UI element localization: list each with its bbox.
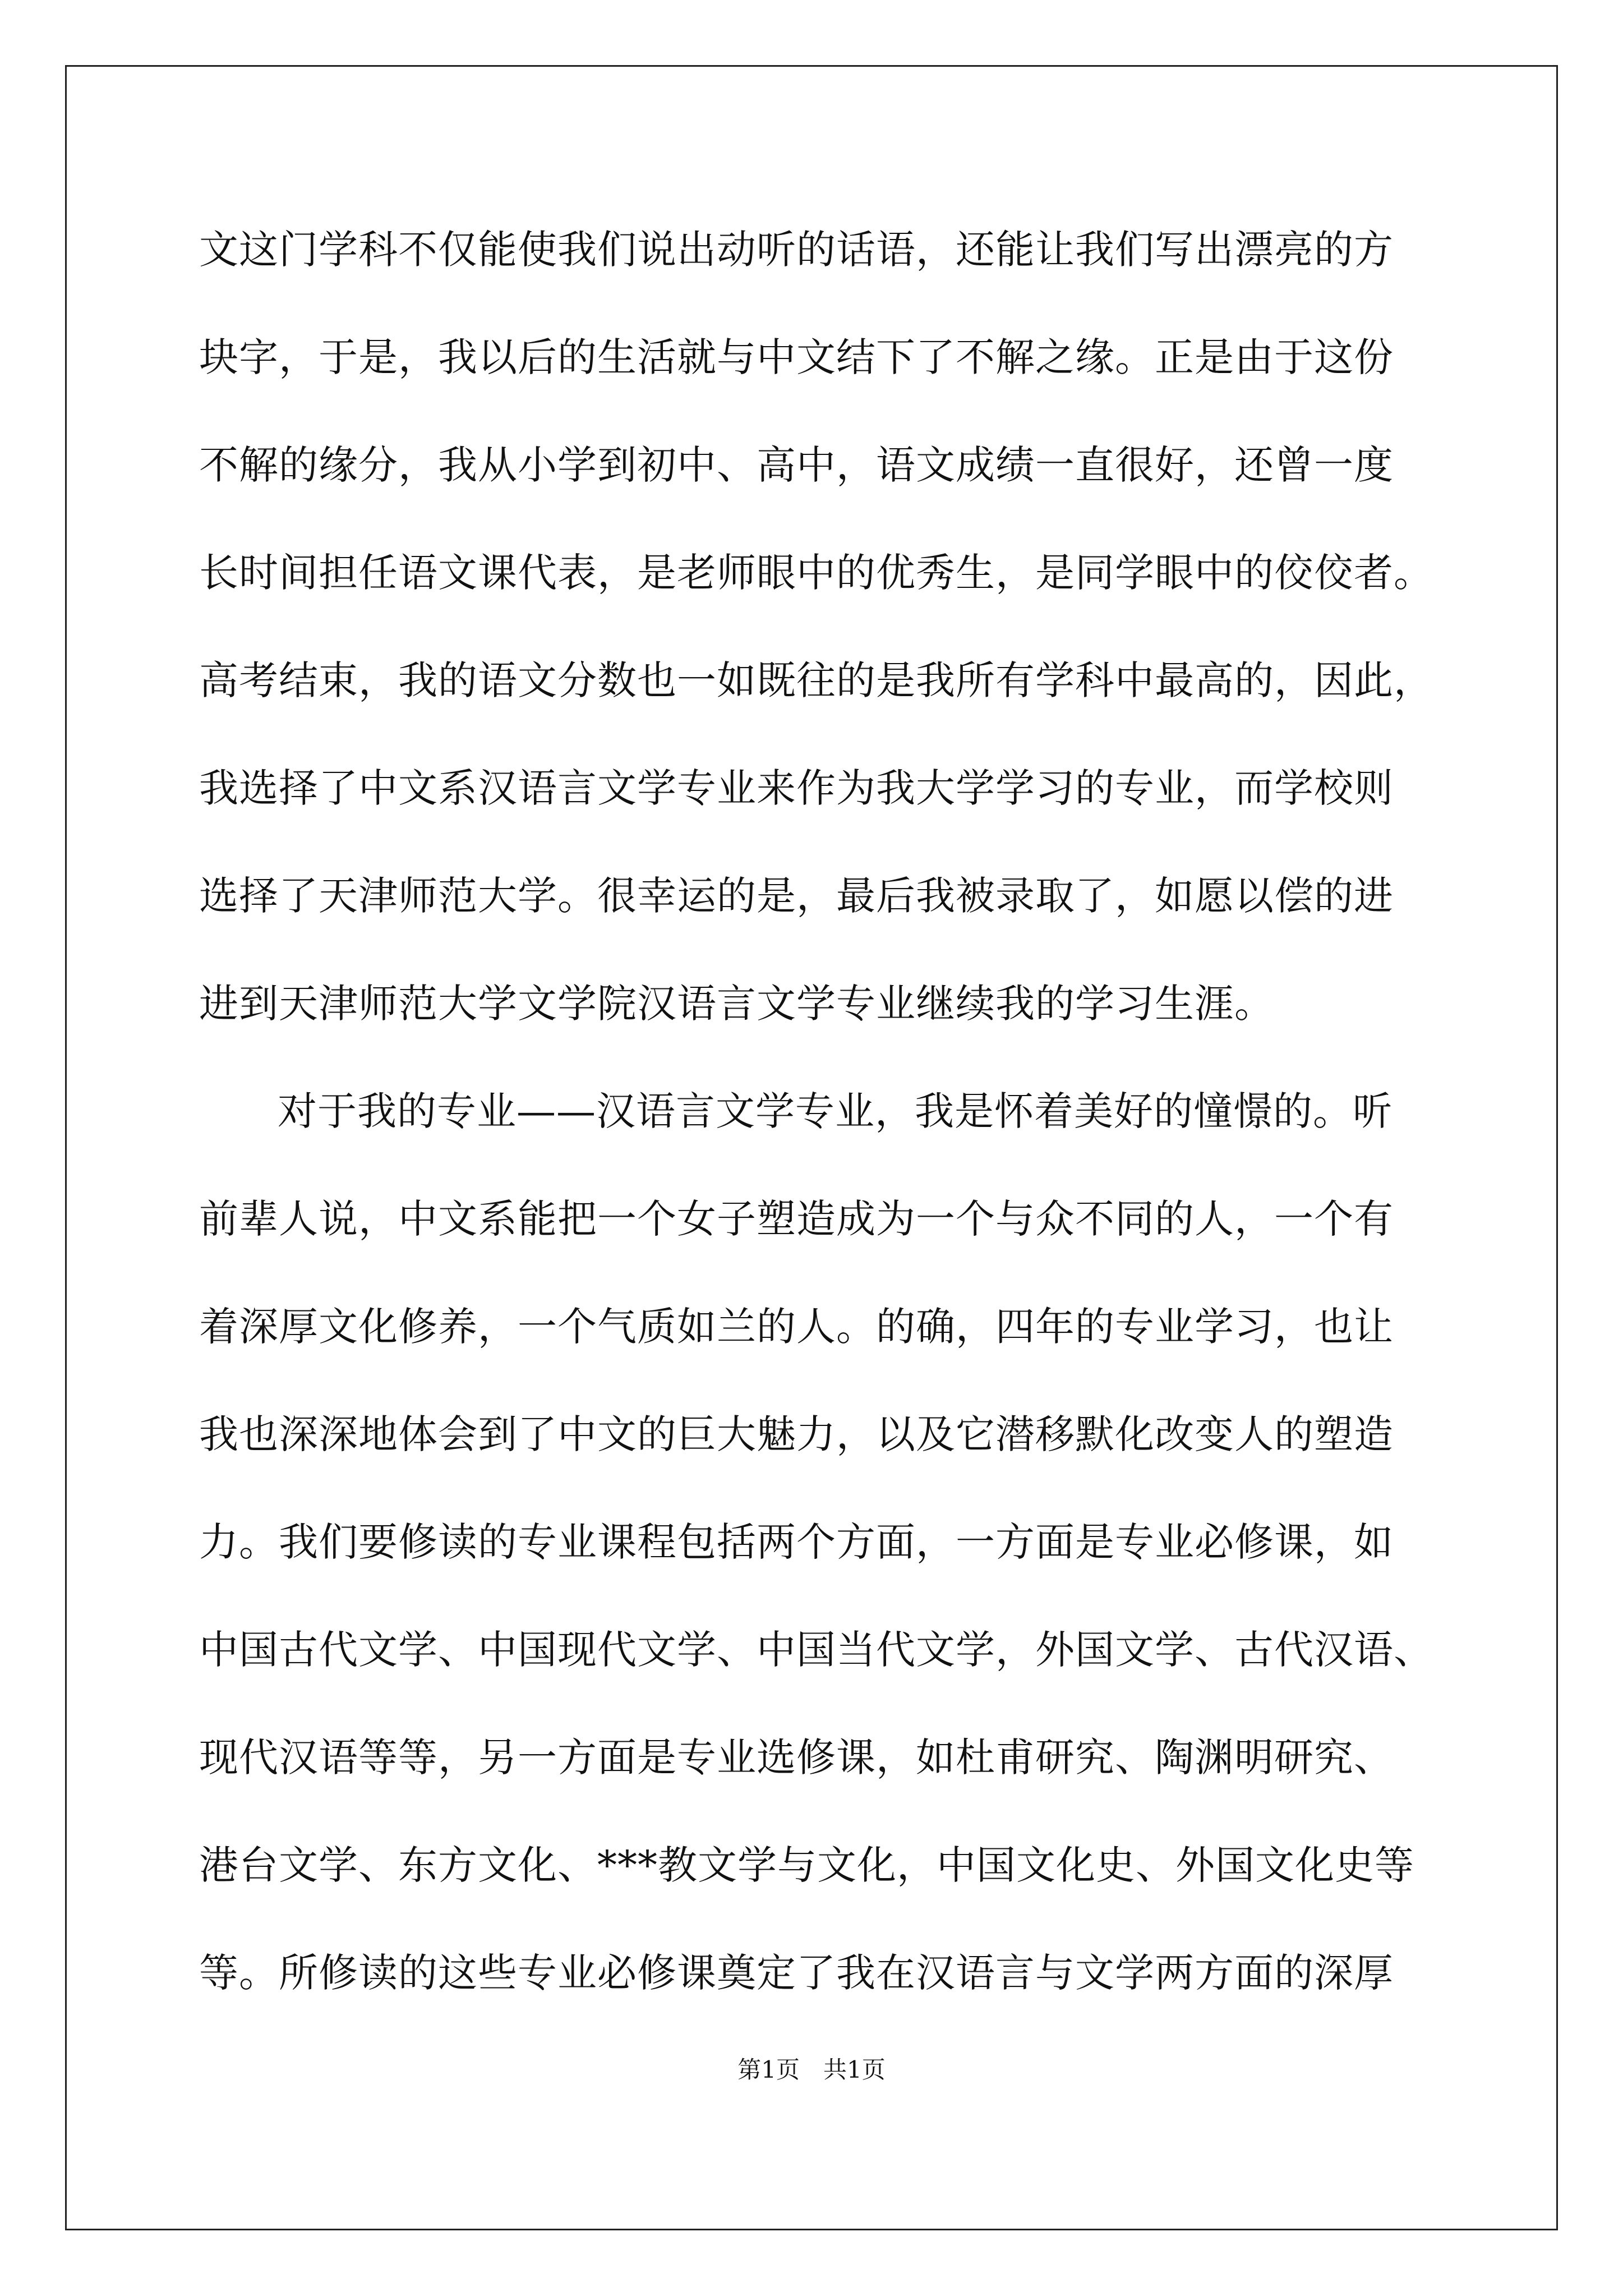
text-line: 我选择了中文系汉语言文学专业来作为我大学学习的专业，而学校则	[199, 765, 1394, 811]
paragraph-start-line: 对于我的专业——汉语言文学专业，我是怀着美好的憧憬的。听	[278, 1088, 1393, 1134]
text-line: 长时间担任语文课代表，是老师眼中的优秀生，是同学眼中的佼佼者。	[199, 550, 1433, 596]
text-line: 着深厚文化修养，一个气质如兰的人。的确，四年的专业学习，也让	[199, 1304, 1394, 1350]
page-footer: 第1页 共1页	[737, 2056, 886, 2083]
text-line: 进到天津师范大学文学院汉语言文学专业继续我的学习生涯。	[199, 981, 1274, 1027]
text-line: 中国古代文学、中国现代文学、中国当代文学，外国文学、古代汉语、	[199, 1627, 1433, 1673]
text-line: 高考结束，我的语文分数也一如既往的是我所有学科中最高的，因此，	[199, 657, 1433, 703]
text-line: 等。所修读的这些专业必修课奠定了我在汉语言与文学两方面的深厚	[199, 1950, 1394, 1996]
document-body	[199, 216, 1441, 2047]
text-line: 港台文学、东方文化、***教文学与文化，中国文化史、外国文化史等	[199, 1842, 1414, 1888]
text-line: 力。我们要修读的专业课程包括两个方面，一方面是专业必修课，如	[199, 1519, 1394, 1565]
text-line: 现代汉语等等，另一方面是专业选修课，如杜甫研究、陶渊明研究、	[199, 1734, 1394, 1780]
text-line: 前辈人说，中文系能把一个女子塑造成为一个与众不同的人，一个有	[199, 1196, 1394, 1242]
text-line: 我也深深地体会到了中文的巨大魅力，以及它潜移默化改变人的塑造	[199, 1411, 1394, 1457]
text-line: 选择了天津师范大学。很幸运的是，最后我被录取了，如愿以偿的进	[199, 873, 1394, 919]
text-line: 文这门学科不仅能使我们说出动听的话语，还能让我们写出漂亮的方	[199, 227, 1394, 273]
text-line: 不解的缘分，我从小学到初中、高中，语文成绩一直很好，还曾一度	[199, 442, 1394, 488]
text-line: 块字，于是，我以后的生活就与中文结下了不解之缘。正是由于这份	[199, 334, 1394, 380]
